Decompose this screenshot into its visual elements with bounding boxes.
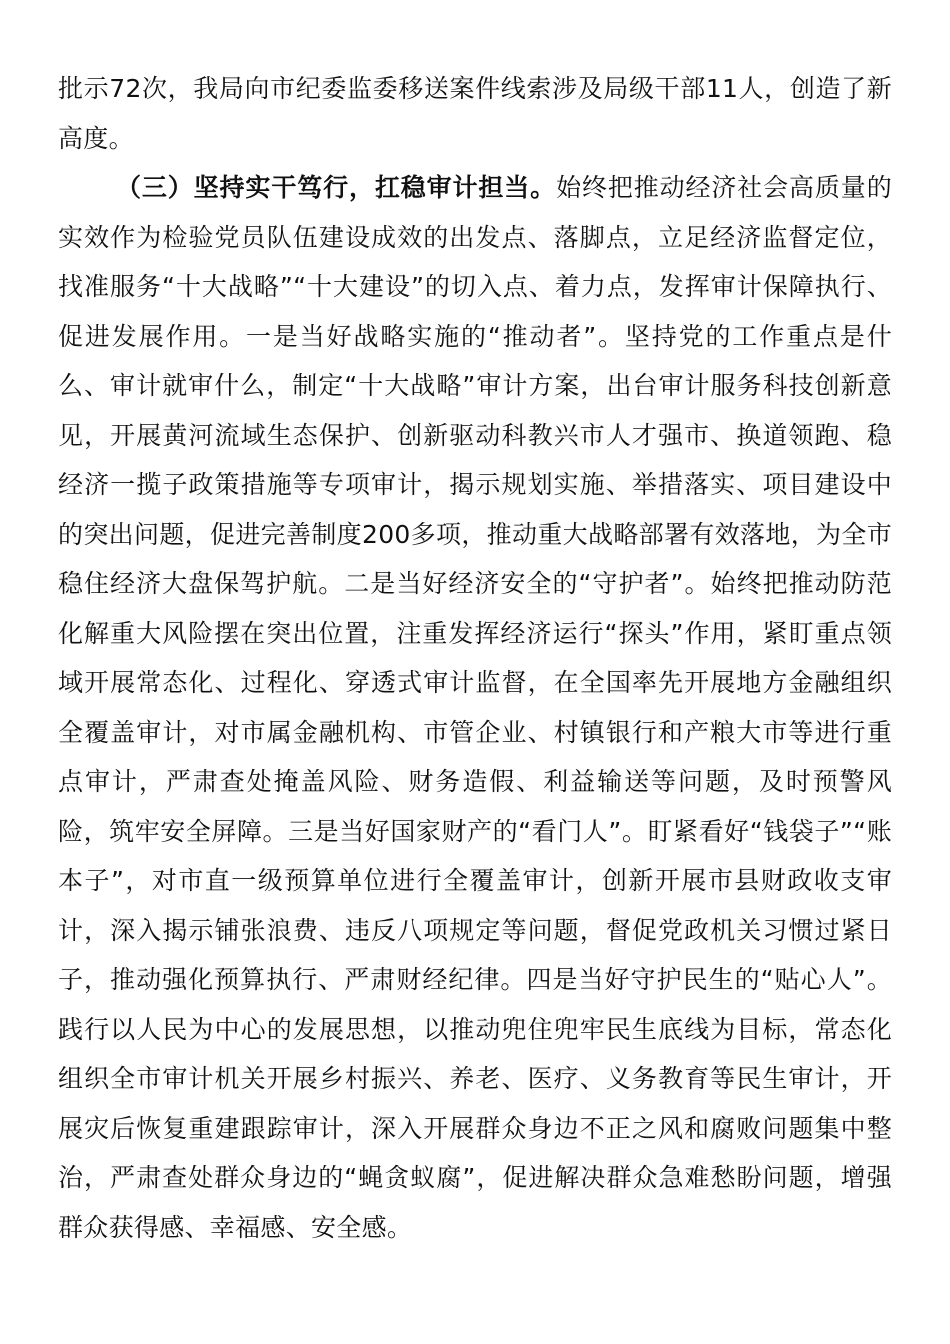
paragraph-continuation xyxy=(58,64,892,163)
paragraph-section-three xyxy=(58,163,892,1252)
section-heading: （三）坚持实干笃行，扛稳审计担当。 xyxy=(116,173,557,202)
paragraph-text: 始终把推动经济社会高质量的实效作为检验党员队伍建设成效的出发点、落脚点，立足经济监督定位，找准服务“十大战略”“十大建设”的切入点、着力点，发挥审计保障执行、促进发展作用。一是当好战略实施的“推动者”。坚持党的工作重点是什么、审计就审什么，制定“十大战略”审计方案，出台审计服务科技创新意见，开展黄河流域生态保护、创新驱动科教兴市人才强市、换道领跑、稳经济一揽子政策措施等专项审计，揭示规划实施、举措落实、项目建设中的突出问题，促进完善制度200多项，推动重大战略部署有效落地，为全市稳住经济大盘保驾护航。二是当好经济安全的“守护者”。始终把推动防范化解重大风险摆在突出位置，注重发挥经济运行“探头”作用，紧盯重点领域开展常态化、过程化、穿透式审计监督，在全国率先开展地方金融组织全覆盖审计，对市属金融机构、市管企业、村镇银行和产粮大市等进行重点审计，严肃查处掩盖风险、财务造假、利益输送等问题，及时预警风险，筑牢安全屏障。三是当好国家财产的“看门人”。盯紧看好“钱袋子”“账本子”，对市直一级预算单位进行全覆盖审计，创新开展市县财政收支审计，深入揭示铺张浪费、违反八项规定等问题，督促党政机关习惯过紧日子，推动强化预算执行、严肃财经纪律。四是当好守护民生的“贴心人”。践行以人民为中心的发展思想，以推动兜住兜牢民生底线为目标，常态化组织全市审计机关开展乡村振兴、养老、医疗、义务教育等民生审计，开展灾后恢复重建跟踪审计，深入开展群众身边不正之风和腐败问题集中整治，严肃查处群众身边的“蝇贪蚁腐”，促进解决群众急难愁盼问题，增强群众获得感、幸福感、安全感。 xyxy=(58,173,892,1242)
paragraph-text: 批示72次，我局向市纪委监委移送案件线索涉及局级干部11人，创造了新高度。 xyxy=(58,74,892,153)
